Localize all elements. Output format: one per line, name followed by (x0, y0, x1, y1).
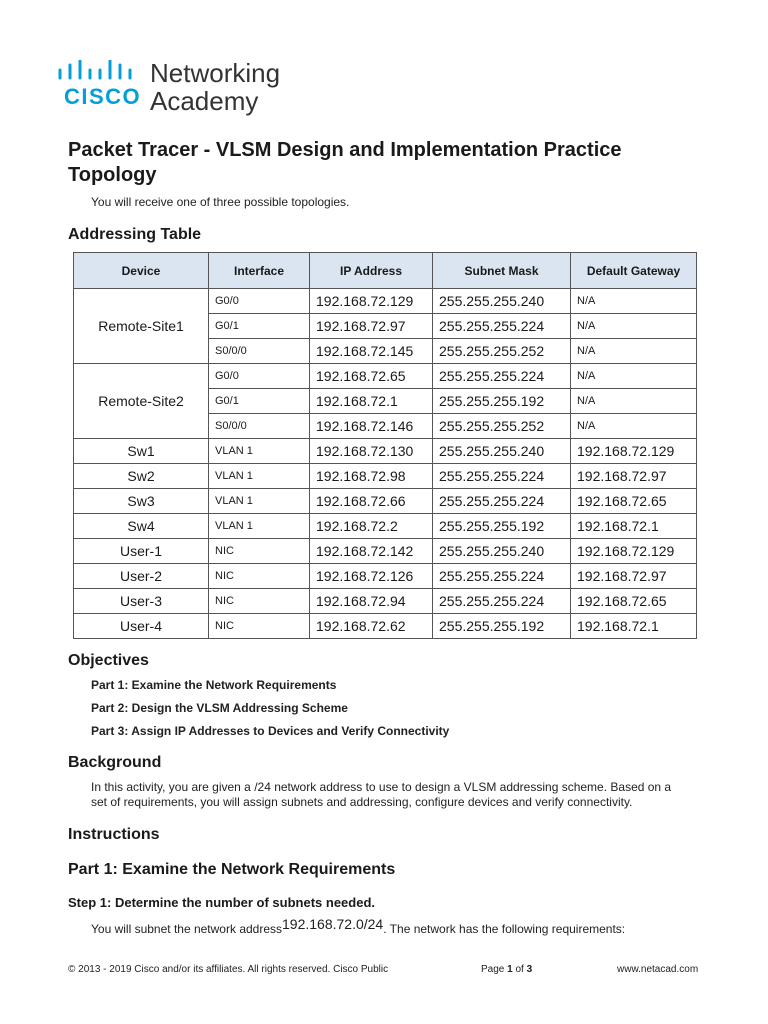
table-header-row (74, 253, 697, 289)
device-cell: Sw3 (74, 489, 209, 514)
background-text-line1: In this activity, you are given a /24 network address to use to design a VLSM addressing scheme. Based on a (91, 780, 672, 794)
page-mid: of (512, 964, 527, 975)
mask-cell: 255.255.255.192 (433, 389, 571, 414)
page-total: 3 (526, 964, 533, 975)
ip-cell: 192.168.72.65 (310, 364, 433, 389)
cisco-bridge-icon (54, 60, 150, 82)
interface-cell: NIC (209, 564, 310, 589)
ip-cell: 192.168.72.129 (310, 289, 433, 314)
table-row (74, 514, 697, 539)
background-text-line2: set of requirements, you will assign subnets and addressing, configure devices and verify connectivity. (91, 795, 633, 809)
gateway-cell: 192.168.72.1 (571, 514, 697, 539)
interface-cell: G0/1 (209, 314, 310, 339)
device-cell: User-2 (74, 564, 209, 589)
logo-networking: Networking (150, 58, 281, 88)
interface-cell: S0/0/0 (209, 339, 310, 364)
ip-cell: 192.168.72.2 (310, 514, 433, 539)
interface-cell: NIC (209, 614, 310, 639)
footer-url-link[interactable]: www.netacad.com (617, 964, 699, 975)
interface-cell: NIC (209, 589, 310, 614)
page-title: Packet Tracer - VLSM Design and Implementation Practice Topology (68, 139, 622, 186)
ip-cell: 192.168.72.1 (310, 389, 433, 414)
ip-cell: 192.168.72.142 (310, 539, 433, 564)
step1-text-a: You will subnet the network address (91, 922, 283, 936)
objective-item: Part 3: Assign IP Addresses to Devices and Verify Connectivity (91, 724, 450, 738)
interface-cell: VLAN 1 (209, 514, 310, 539)
interface-cell: G0/0 (209, 289, 310, 314)
step1-text (91, 916, 626, 936)
header-ip-address: IP Address (310, 253, 433, 289)
gateway-cell: N/A (571, 389, 697, 414)
header-subnet-mask: Subnet Mask (433, 253, 571, 289)
mask-cell: 255.255.255.224 (433, 464, 571, 489)
footer-copyright: © 2013 - 2019 Cisco and/or its affiliates. All rights reserved. Cisco Public (68, 964, 389, 975)
interface-cell: VLAN 1 (209, 439, 310, 464)
table-row (74, 464, 697, 489)
table-row (74, 289, 697, 314)
header-interface: Interface (209, 253, 310, 289)
objective-item: Part 1: Examine the Network Requirements (91, 678, 337, 692)
table-row (74, 439, 697, 464)
footer-page-number (481, 964, 532, 975)
page-prefix: Page (481, 964, 508, 975)
gateway-cell: N/A (571, 289, 697, 314)
mask-cell: 255.255.255.240 (433, 539, 571, 564)
gateway-cell: N/A (571, 414, 697, 439)
interface-cell: S0/0/0 (209, 414, 310, 439)
interface-cell: G0/0 (209, 364, 310, 389)
instructions-heading: Instructions (68, 826, 160, 843)
table-row (74, 489, 697, 514)
gateway-cell: 192.168.72.65 (571, 489, 697, 514)
table-row (74, 364, 697, 389)
logo-academy: Academy (150, 86, 259, 116)
ip-cell: 192.168.72.94 (310, 589, 433, 614)
ip-cell: 192.168.72.62 (310, 614, 433, 639)
addressing-table (73, 252, 697, 639)
addressing-table-heading: Addressing Table (68, 226, 202, 243)
mask-cell: 255.255.255.240 (433, 439, 571, 464)
mask-cell: 255.255.255.224 (433, 589, 571, 614)
mask-cell: 255.255.255.192 (433, 514, 571, 539)
header-default-gateway: Default Gateway (571, 253, 697, 289)
part1-heading: Part 1: Examine the Network Requirements (68, 861, 396, 878)
gateway-cell: 192.168.72.129 (571, 539, 697, 564)
table-row (74, 564, 697, 589)
device-cell: User-4 (74, 614, 209, 639)
ip-cell: 192.168.72.126 (310, 564, 433, 589)
ip-cell: 192.168.72.145 (310, 339, 433, 364)
objectives-heading: Objectives (68, 652, 149, 669)
ip-cell: 192.168.72.66 (310, 489, 433, 514)
gateway-cell: 192.168.72.1 (571, 614, 697, 639)
mask-cell: 255.255.255.252 (433, 414, 571, 439)
cisco-wordmark: CISCO (64, 84, 142, 109)
ip-cell: 192.168.72.146 (310, 414, 433, 439)
ip-cell: 192.168.72.97 (310, 314, 433, 339)
header-device: Device (74, 253, 209, 289)
gateway-cell: N/A (571, 314, 697, 339)
interface-cell: NIC (209, 539, 310, 564)
device-cell: User-1 (74, 539, 209, 564)
interface-cell: G0/1 (209, 389, 310, 414)
gateway-cell: 192.168.72.97 (571, 564, 697, 589)
interface-cell: VLAN 1 (209, 464, 310, 489)
mask-cell: 255.255.255.252 (433, 339, 571, 364)
objective-item: Part 2: Design the VLSM Addressing Scheme (91, 701, 348, 715)
cisco-networking-academy-logo (50, 58, 310, 118)
step1-text-b: . The network has the following requirements: (383, 922, 626, 936)
table-row (74, 539, 697, 564)
device-cell: Sw1 (74, 439, 209, 464)
mask-cell: 255.255.255.224 (433, 489, 571, 514)
gateway-cell: 192.168.72.129 (571, 439, 697, 464)
device-cell: Remote-Site2 (74, 364, 209, 439)
device-cell: User-3 (74, 589, 209, 614)
gateway-cell: N/A (571, 364, 697, 389)
mask-cell: 255.255.255.240 (433, 289, 571, 314)
table-row (74, 614, 697, 639)
ip-cell: 192.168.72.98 (310, 464, 433, 489)
page-current: 1 (507, 964, 513, 975)
gateway-cell: 192.168.72.65 (571, 589, 697, 614)
gateway-cell: N/A (571, 339, 697, 364)
gateway-cell: 192.168.72.97 (571, 464, 697, 489)
background-heading: Background (68, 754, 162, 771)
device-cell: Sw4 (74, 514, 209, 539)
mask-cell: 255.255.255.224 (433, 364, 571, 389)
mask-cell: 255.255.255.224 (433, 564, 571, 589)
mask-cell: 255.255.255.224 (433, 314, 571, 339)
interface-cell: VLAN 1 (209, 489, 310, 514)
intro-text: You will receive one of three possible topologies. (91, 195, 350, 209)
mask-cell: 255.255.255.192 (433, 614, 571, 639)
table-row (74, 589, 697, 614)
filled-network-address: 192.168.72.0/24 (282, 916, 384, 932)
step1-heading: Step 1: Determine the number of subnets needed. (68, 895, 375, 910)
ip-cell: 192.168.72.130 (310, 439, 433, 464)
device-cell: Sw2 (74, 464, 209, 489)
device-cell: Remote-Site1 (74, 289, 209, 364)
